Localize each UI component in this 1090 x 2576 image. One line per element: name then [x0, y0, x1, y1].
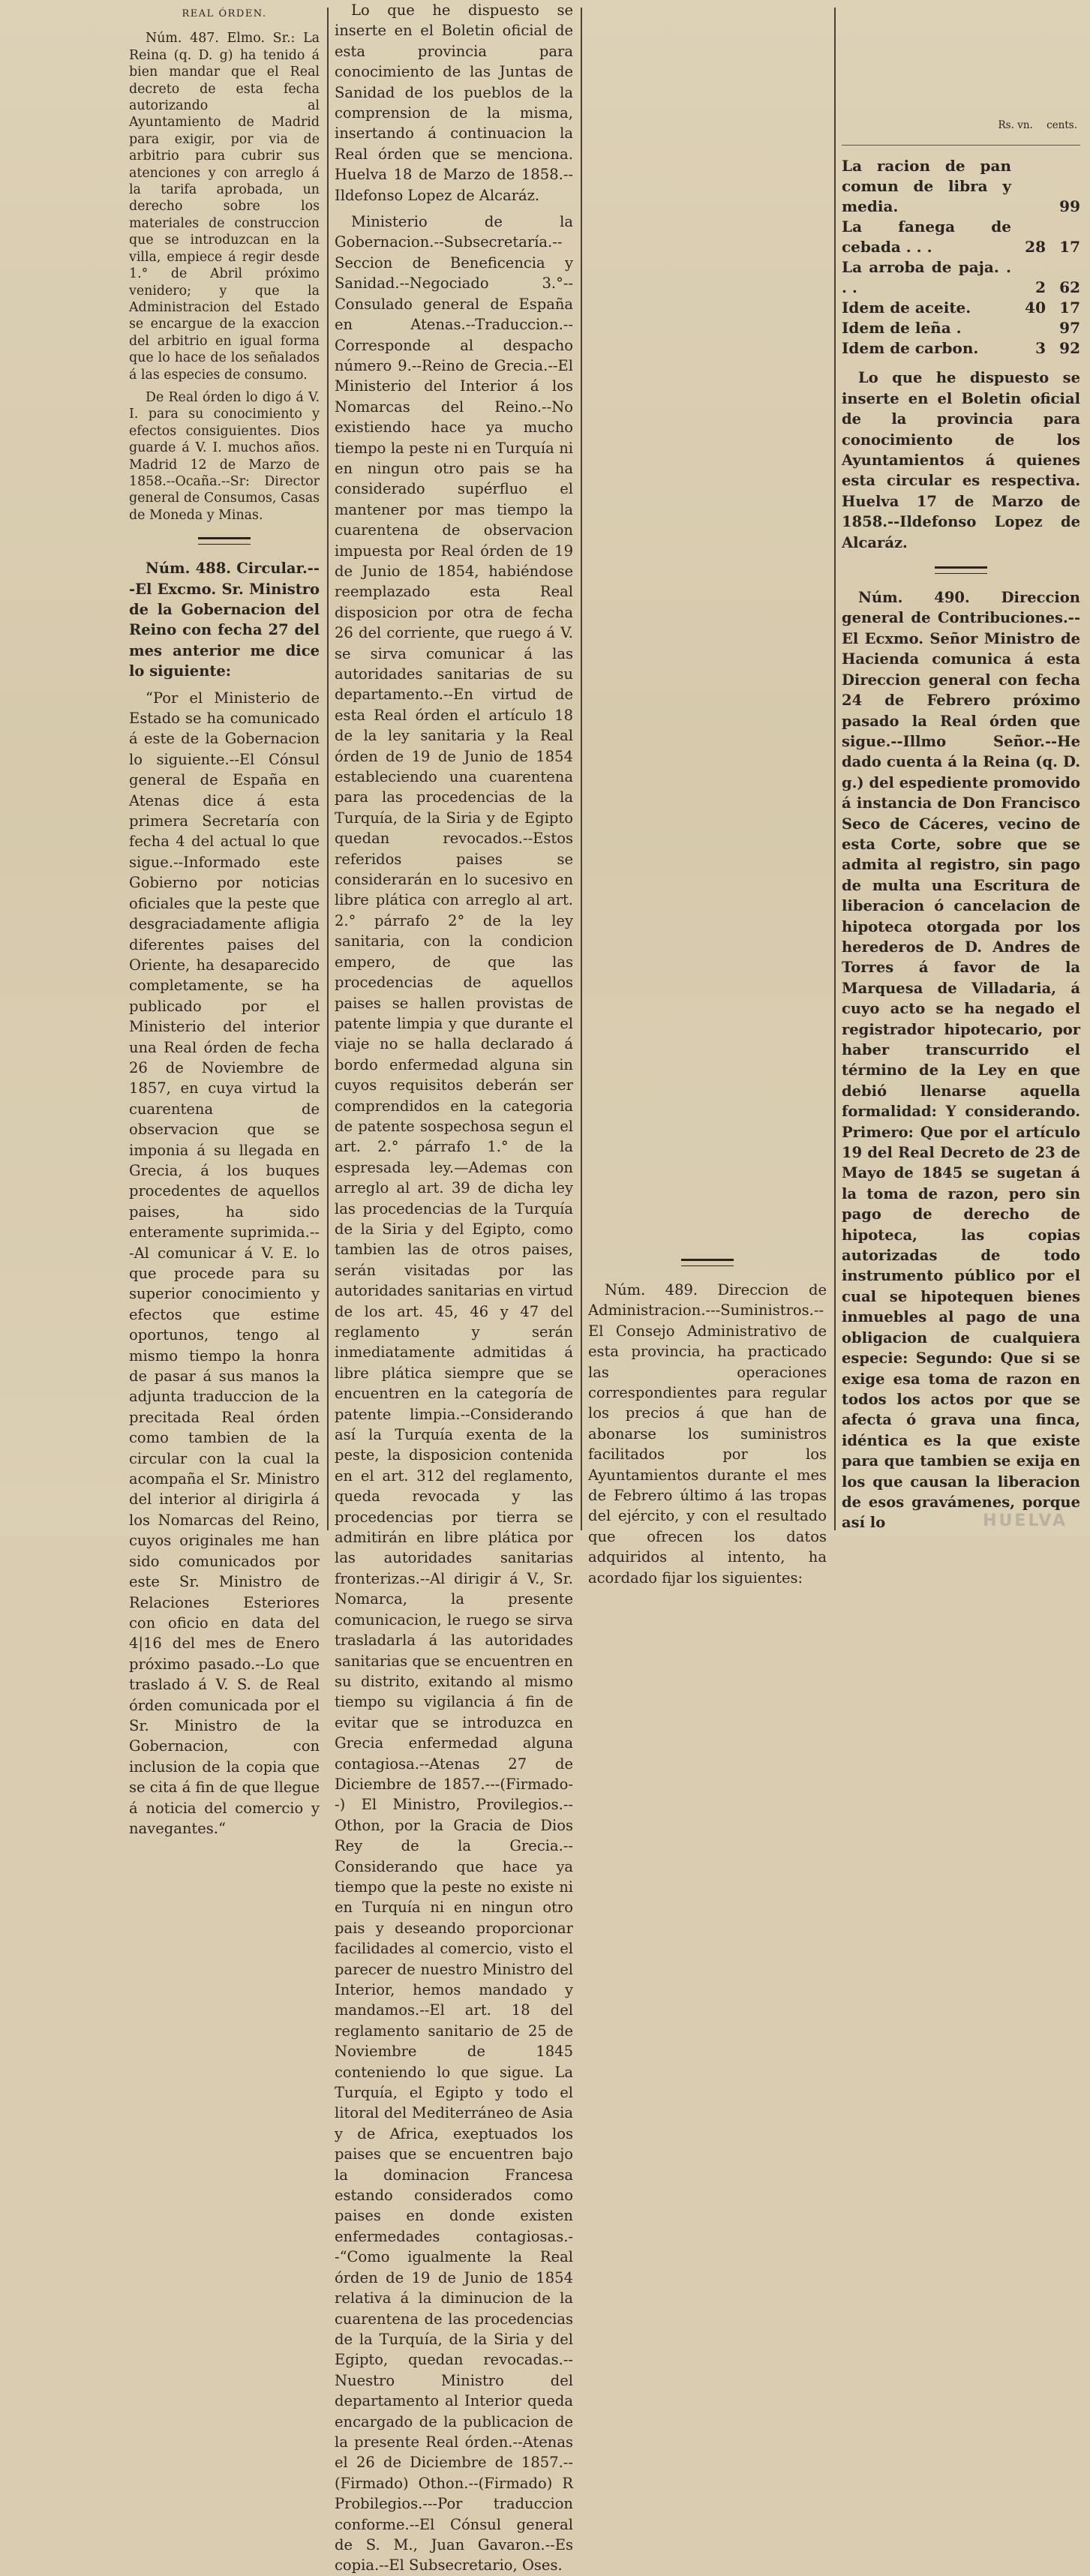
price-row	[842, 298, 1080, 318]
price-rs	[1011, 318, 1046, 338]
section-separator	[935, 566, 987, 574]
archive-watermark: HUELVA	[983, 1512, 1067, 1530]
price-item-label: La arroba de paja. . . .	[842, 258, 1011, 297]
page-header: REAL ÓRDEN.	[182, 8, 267, 20]
price-rs: 2	[1035, 278, 1046, 297]
units-rs: Rs. vn.	[998, 119, 1033, 131]
price-row	[842, 156, 1080, 217]
article-489: Núm. 489. Direccion de Administracion.---Suministros.--El Consejo Administrativo de esta provincia, ha practicado las operaciones correspondientes para regular los precios á que han de abonarse los suministros facilitados por los Ayuntamientos durante el mes de Febrero último á las tropas del ejército, y con el resultado que ofrecen los datos adquiridos al intento, ha acordado fijar los siguientes:	[588, 1281, 827, 1587]
article-488-heading: Núm. 488. Circular.---El Excmo. Sr. Ministro de la Gobernacion del Reino con fecha 27 del mes anterior me dice lo siguiente:	[129, 560, 320, 680]
greek-royal-order: Ministerio de la Gobernacion.--Subsecretaría.--Seccion de Beneficencia y Sanidad.--Negociado 3.°--Consulado general de España en Atenas.--Traduccion.--Corresponde al despacho número 9.--Reino de Grecia.--El Ministerio del Interior á los Nomarcas del Reino.--No existiendo hace ya mucho tiempo la peste ni en Turquía ni en ningun otro pais se ha considerado supérfluo el mantener por mas tiempo la cuarentena de observacion impuesta por Real órden de 19 de Junio de 1854, habiéndose reemplazado esta Real disposicion por otra de fecha 26 del corriente, que ruego á V. se sirva comunicar á las autoridades sanitarias de su departamento.--En virtud de esta Real órden el artículo 18 de la ley sanitaria y la Real órden de 19 de Junio de 1854 estableciendo una cuarentena para las procedencias de la Turquía, de la Siria y de Egipto quedan revocados.--Estos referidos paises se considerarán en lo sucesivo en libre plática con arreglo al art. 2.° párrafo 2° de la ley sanitaria, con la condicion empero, de que las procedencias de aquellos paises se hallen provistas de patente limpia y que durante el viaje no se halla declarado á bordo enfermedad alguna sin cuyos requisitos deberán ser comprendidos en la categoria de patente sospechosa segun el art. 2.° párrafo 1.° de la espresada ley.—Ademas con arreglo al art. 39 de dicha ley las procedencias de la Turquía de la Siria y del Egipto, como tambien las de otros paises, serán visitadas por las autoridades sanitarias en virtud de los art. 45, 46 y 47 del reglamento y serán inmediatamente admitidas á libre plática siempre que se encuentren en la categoría de patente limpia.--Considerando así la Turquía exenta de la peste, la disposicion contenida en el art. 312 del reglamento, queda revocada y las procedencias por tierra se admitirán en libre plática por las autoridades sanitarias fronterizas.--Al dirigir á V., Sr. Nomarca, la presente comunicacion, le ruego se sirva trasladarla á las autoridades sanitarias que se encuentren en su distrito, exitando al mismo tiempo su vigilancia á fin de evitar que se introduzca en Grecia enfermedad alguna contagiosa.--Atenas 27 de Diciembre de 1857.---(Firmado--) El Ministro, Provilegios.--Othon, por la Gracia de Dios Rey de la Grecia.--Considerando que hace ya tiempo que la peste no existe ni en Turquía ni en ningun otro pais y deseando proporcionar facilidades al comercio, visto el parecer de nuestro Ministro del Interior, hemos mandado y mandamos.--El art. 18 del reglamento sanitario de 25 de Noviembre de 1845 conteniendo lo que sigue. La Turquía, el Egipto y todo el litoral del Mediterráneo de Asia y de Africa, exeptuados los paises que se encuentren bajo la dominacion Francesa estando considerados como paises en donde existen enfermedades contagiosas.--“Como igualmente la Real órden de 19 de Junio de 1854 relativa á la diminucion de la cuarentena de las procedencias de la Turquía, de la Siria y del Egipto, quedan revocadas.--Nuestro Ministro del departamento al Interior queda encargado de la publicacion de la presente Real órden.--Atenas el 26 de Diciembre de 1857.--(Firmado) Othon.--(Firmado) R Probilegios.---Por traduccion conforme.--El Cónsul general de S. M., Juan Gavaron.--Es copia.--El Subsecretario, Oses.	[335, 213, 573, 2574]
price-row	[842, 257, 1080, 298]
continued-text-area	[842, 0, 1080, 111]
column-2	[335, 0, 573, 2574]
price-item-label: La fanega de cebada . . .	[842, 218, 1011, 257]
price-rs: 40	[1025, 299, 1046, 317]
column-3	[588, 0, 827, 1587]
price-item-label: Idem de aceite.	[842, 299, 971, 317]
price-row	[842, 217, 1080, 257]
column-1	[129, 0, 320, 1837]
article-488-body: “Por el Ministerio de Estado se ha comunicado á este de la Gobernacion lo siguiente.--El Cónsul general de España en Atenas dice á esta primera Secretaría con fecha 4 del actual lo que sigue.--Informado este Gobierno por noticias oficiales que la peste que desgraciadamente afligia diferentes paises del Oriente, ha desaparecido completamente, se ha publicado por el Ministerio del interior una Real órden de fecha 26 de Noviembre de 1857, en cuya virtud la cuarentena de observacion que se imponia á su llegada en Grecia, á los buques procedentes de aquellos paises, ha sido enteramente suprimida.---Al comunicar á V. E. lo que procede para su superior conocimiento y efectos que estime oportunos, tengo al mismo tiempo la honra de pasar á sus manos la adjunta traduccion de la precitada Real órden como tambien de la circular con la cual la acompaña el Sr. Ministro del interior al dirigirla á los Nomarcas del Reino, cuyos originales me han sido comunicados por este Sr. Ministro de Relaciones Esteriores con oficio en data del 4|16 del mes de Enero próximo pasado.--Lo que traslado á V. S. de Real órden comunicada por el Sr. Ministro de la Gobernacion, con inclusion de la copia que se cita á fin de que llegue á noticia del comercio y navegantes.“	[129, 689, 320, 1837]
column-rule	[327, 8, 329, 1530]
section-separator	[198, 537, 251, 545]
price-cents: 17	[1059, 299, 1080, 317]
price-rs: 28	[1025, 238, 1046, 257]
price-item-label: Idem de carbon.	[842, 339, 979, 358]
price-rs	[1011, 156, 1046, 217]
table-rule	[842, 145, 1080, 146]
price-cents: 99	[1059, 197, 1080, 216]
price-cents: 97	[1059, 319, 1080, 338]
continued-text-area	[588, 0, 827, 1245]
article-488-insertion: Lo que he dispuesto se inserte en el Boletin oficial de esta provincia para conocimiento de las Juntas de Sanidad de los pueblos de la comprension de la misma, insertando á continuacion la Real órden que se menciona. Huelva 18 de Marzo de 1858.--Ildefonso Lopez de Alcaráz.	[335, 2, 573, 204]
price-table	[842, 156, 1080, 359]
price-cents: 62	[1059, 278, 1080, 297]
price-rs: 3	[1035, 339, 1046, 358]
price-cents: 92	[1059, 339, 1080, 358]
article-489-closing: Lo que he dispuesto se inserte en el Boletin oficial de la provincia para conocimiento de los Ayuntamientos á quienes esta circular es respectiva. Huelva 17 de Marzo de 1858.--Ildefonso Lopez de Alcaráz.	[842, 369, 1080, 551]
article-490: Núm. 490. Direccion general de Contribuciones.--El Ecxmo. Señor Ministro de Hacienda comunica á esta Direccion general con fecha 24 de Febrero próximo pasado la Real órden que sigue.--Illmo Señor.--He dado cuenta á la Reina (q. D. g.) del espediente promovido á instancia de Don Francisco Seco de Cáceres, vecino de esta Corte, sobre que se admita al registro, sin pago de multa una Escritura de liberacion ó cancelacion de hipoteca otorgada por los herederos de D. Andres de Torres á favor de la Marquesa de Villadaria, á cuyo acto se ha negado el registrador hipotecario, por haber transcurrido el término de la Ley en que debió llenarse aquella formalidad: Y considerando. Primero: Que por el artículo 19 del Real Decreto de 23 de Mayo de 1845 se sugetan á la toma de razon, pero sin pago de derecho de hipoteca, las copias autorizadas de todo instrumento público por el cual se hipotequen bienes inmuebles al pago de una obligacion de cualquiera especie: Segundo: Que si se exige esa toma de razon en todos los actos por que se afecta ó grava una finca, idéntica es la que existe para que tambien se exija en los que causan la liberacion de esos gravámenes, porque así lo	[842, 589, 1080, 1532]
price-row	[842, 318, 1080, 338]
article-487: Núm. 487. Elmo. Sr.: La Reina (q. D. g) ha tenido á bien mandar que el Real decreto de esta fecha autorizando al Ayuntamiento de Madrid para exigir, por via de arbitrio para cubrir sus atenciones y con arreglo á la tarifa aprobada, un derecho sobre los materiales de construccion que se introduzcan en la villa, empiece á regir desde 1.° de Abril próximo venidero; y que la Administracion del Estado se encargue de la exaccion del arbitrio en igual forma que lo hace de los señalados á las especies de consumo.	[129, 31, 320, 383]
section-separator	[681, 1259, 734, 1266]
column-rule	[581, 8, 582, 1530]
price-row	[842, 338, 1080, 359]
article-487-closing: De Real órden lo digo á V. I. para su conocimiento y efectos consiguientes. Dios guarde á V. I. muchos años. Madrid 12 de Marzo de 1858.--Ocaña.--Sr: Director general de Consumos, Casas de Moneda y Minas.	[129, 389, 320, 523]
price-item-label: Idem de leña .	[842, 319, 962, 338]
price-item-label: La racion de pan comun de libra y media.	[842, 157, 1011, 216]
units-cents: cents.	[1046, 119, 1077, 131]
column-rule	[834, 8, 836, 1530]
price-cents: 17	[1059, 238, 1080, 257]
column-4	[842, 0, 1080, 1536]
price-units-header	[845, 116, 1077, 136]
